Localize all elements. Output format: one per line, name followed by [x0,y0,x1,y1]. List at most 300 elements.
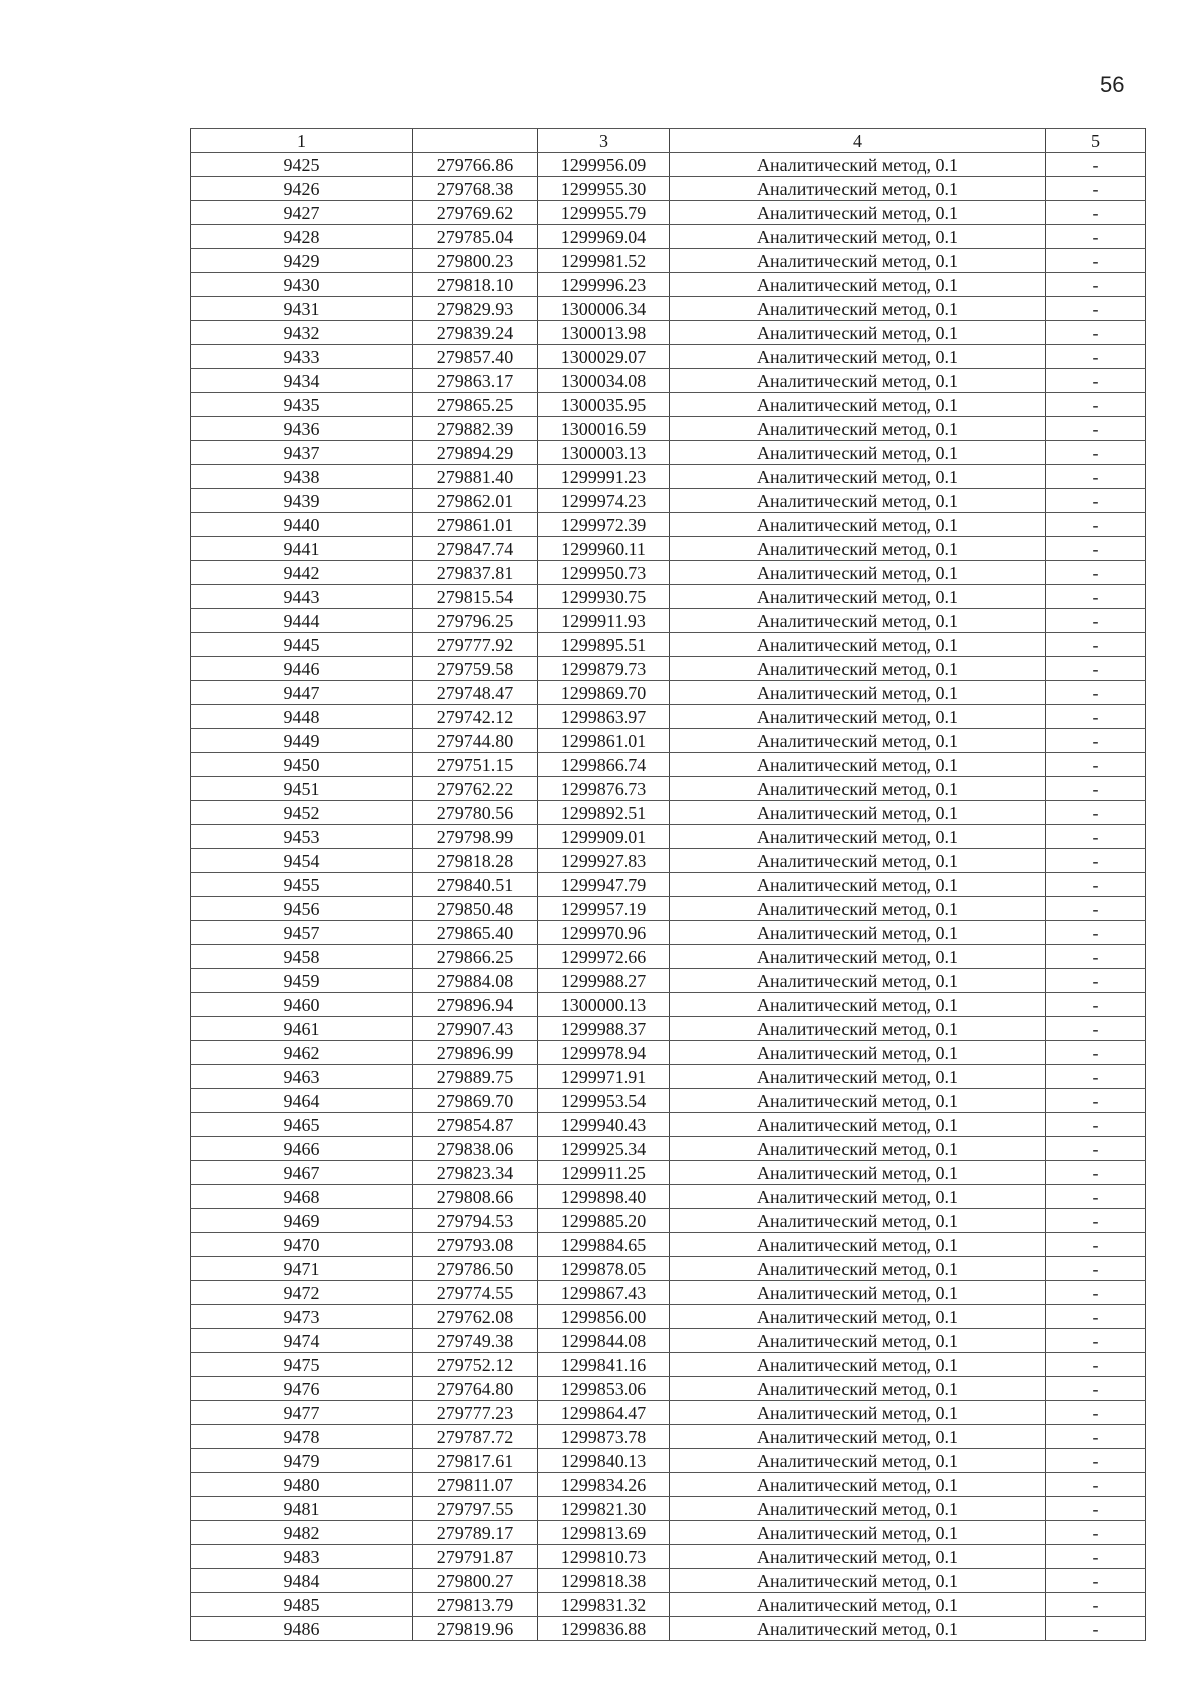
method-cell: Аналитический метод, 0.1 [670,1113,1046,1137]
y-coordinate-cell: 1299971.91 [538,1065,670,1089]
y-coordinate-cell: 1299841.16 [538,1353,670,1377]
y-coordinate-cell: 1299955.30 [538,177,670,201]
method-cell: Аналитический метод, 0.1 [670,1065,1046,1089]
note-cell: - [1046,1473,1146,1497]
table-row [191,753,1146,777]
point-number-cell: 9433 [191,345,413,369]
point-number-cell: 9462 [191,1041,413,1065]
note-cell: - [1046,1017,1146,1041]
x-coordinate-cell: 279907.43 [413,1017,538,1041]
x-coordinate-cell: 279896.94 [413,993,538,1017]
x-coordinate-cell: 279759.58 [413,657,538,681]
point-number-cell: 9443 [191,585,413,609]
x-coordinate-cell: 279800.27 [413,1569,538,1593]
table-row [191,441,1146,465]
note-cell: - [1046,1329,1146,1353]
x-coordinate-cell: 279769.62 [413,201,538,225]
table-row [191,1473,1146,1497]
table-row [191,369,1146,393]
method-cell: Аналитический метод, 0.1 [670,153,1046,177]
note-cell: - [1046,993,1146,1017]
method-cell: Аналитический метод, 0.1 [670,1353,1046,1377]
method-cell: Аналитический метод, 0.1 [670,657,1046,681]
note-cell: - [1046,1161,1146,1185]
table-row [191,561,1146,585]
note-cell: - [1046,1233,1146,1257]
point-number-cell: 9437 [191,441,413,465]
table-row [191,1137,1146,1161]
note-cell: - [1046,321,1146,345]
x-coordinate-cell: 279764.80 [413,1377,538,1401]
y-coordinate-cell: 1299864.47 [538,1401,670,1425]
y-coordinate-cell: 1299876.73 [538,777,670,801]
table-row [191,657,1146,681]
method-cell: Аналитический метод, 0.1 [670,1401,1046,1425]
method-cell: Аналитический метод, 0.1 [670,225,1046,249]
point-number-cell: 9466 [191,1137,413,1161]
table-row [191,1593,1146,1617]
table-row [191,1329,1146,1353]
y-coordinate-cell: 1299940.43 [538,1113,670,1137]
y-coordinate-cell: 1299861.01 [538,729,670,753]
table-row [191,585,1146,609]
y-coordinate-cell: 1299978.94 [538,1041,670,1065]
x-coordinate-cell: 279865.40 [413,921,538,945]
x-coordinate-cell: 279796.25 [413,609,538,633]
point-number-cell: 9453 [191,825,413,849]
x-coordinate-cell: 279748.47 [413,681,538,705]
note-cell: - [1046,1497,1146,1521]
table-row [191,177,1146,201]
x-coordinate-cell: 279819.96 [413,1617,538,1641]
note-cell: - [1046,465,1146,489]
table-row [191,1257,1146,1281]
note-cell: - [1046,249,1146,273]
x-coordinate-cell: 279854.87 [413,1113,538,1137]
x-coordinate-cell: 279838.06 [413,1137,538,1161]
x-coordinate-cell: 279866.25 [413,945,538,969]
table-row [191,297,1146,321]
x-coordinate-cell: 279791.87 [413,1545,538,1569]
table-row [191,1425,1146,1449]
method-cell: Аналитический метод, 0.1 [670,1137,1046,1161]
y-coordinate-cell: 1299885.20 [538,1209,670,1233]
x-coordinate-cell: 279869.70 [413,1089,538,1113]
method-cell: Аналитический метод, 0.1 [670,945,1046,969]
method-cell: Аналитический метод, 0.1 [670,465,1046,489]
y-coordinate-cell: 1300029.07 [538,345,670,369]
x-coordinate-cell: 279823.34 [413,1161,538,1185]
note-cell: - [1046,273,1146,297]
table-row [191,1401,1146,1425]
x-coordinate-cell: 279744.80 [413,729,538,753]
point-number-cell: 9474 [191,1329,413,1353]
x-coordinate-cell: 279894.29 [413,441,538,465]
point-number-cell: 9450 [191,753,413,777]
note-cell: - [1046,1185,1146,1209]
method-cell: Аналитический метод, 0.1 [670,201,1046,225]
point-number-cell: 9470 [191,1233,413,1257]
x-coordinate-cell: 279840.51 [413,873,538,897]
table-row [191,1089,1146,1113]
y-coordinate-cell: 1299853.06 [538,1377,670,1401]
y-coordinate-cell: 1299821.30 [538,1497,670,1521]
method-cell: Аналитический метод, 0.1 [670,441,1046,465]
point-number-cell: 9458 [191,945,413,969]
method-cell: Аналитический метод, 0.1 [670,1593,1046,1617]
point-number-cell: 9483 [191,1545,413,1569]
note-cell: - [1046,633,1146,657]
table-row [191,897,1146,921]
method-cell: Аналитический метод, 0.1 [670,1233,1046,1257]
point-number-cell: 9435 [191,393,413,417]
point-number-cell: 9457 [191,921,413,945]
point-number-cell: 9446 [191,657,413,681]
point-number-cell: 9477 [191,1401,413,1425]
note-cell: - [1046,969,1146,993]
note-cell: - [1046,1401,1146,1425]
y-coordinate-cell: 1299969.04 [538,225,670,249]
x-coordinate-cell: 279742.12 [413,705,538,729]
point-number-cell: 9471 [191,1257,413,1281]
y-coordinate-cell: 1300013.98 [538,321,670,345]
method-cell: Аналитический метод, 0.1 [670,1425,1046,1449]
x-coordinate-cell: 279815.54 [413,585,538,609]
table-row [191,537,1146,561]
method-cell: Аналитический метод, 0.1 [670,321,1046,345]
point-number-cell: 9482 [191,1521,413,1545]
table-row [191,489,1146,513]
x-coordinate-cell: 279751.15 [413,753,538,777]
x-coordinate-cell: 279768.38 [413,177,538,201]
note-cell: - [1046,705,1146,729]
point-number-cell: 9439 [191,489,413,513]
method-cell: Аналитический метод, 0.1 [670,1281,1046,1305]
note-cell: - [1046,369,1146,393]
method-cell: Аналитический метод, 0.1 [670,801,1046,825]
note-cell: - [1046,1209,1146,1233]
table-row [191,153,1146,177]
table-row [191,873,1146,897]
y-coordinate-cell: 1299818.38 [538,1569,670,1593]
point-number-cell: 9428 [191,225,413,249]
x-coordinate-cell: 279766.86 [413,153,538,177]
y-coordinate-cell: 1299956.09 [538,153,670,177]
y-coordinate-cell: 1299836.88 [538,1617,670,1641]
method-cell: Аналитический метод, 0.1 [670,1017,1046,1041]
y-coordinate-cell: 1299892.51 [538,801,670,825]
note-cell: - [1046,729,1146,753]
note-cell: - [1046,1569,1146,1593]
x-coordinate-cell: 279789.17 [413,1521,538,1545]
y-coordinate-cell: 1300016.59 [538,417,670,441]
note-cell: - [1046,825,1146,849]
point-number-cell: 9452 [191,801,413,825]
header-col-5: 5 [1046,129,1146,153]
method-cell: Аналитический метод, 0.1 [670,1377,1046,1401]
table-row [191,201,1146,225]
table-row [191,777,1146,801]
y-coordinate-cell: 1299909.01 [538,825,670,849]
method-cell: Аналитический метод, 0.1 [670,1449,1046,1473]
note-cell: - [1046,1257,1146,1281]
x-coordinate-cell: 279752.12 [413,1353,538,1377]
x-coordinate-cell: 279780.56 [413,801,538,825]
table-row [191,1569,1146,1593]
point-number-cell: 9475 [191,1353,413,1377]
point-number-cell: 9429 [191,249,413,273]
x-coordinate-cell: 279811.07 [413,1473,538,1497]
y-coordinate-cell: 1299844.08 [538,1329,670,1353]
point-number-cell: 9427 [191,201,413,225]
y-coordinate-cell: 1300006.34 [538,297,670,321]
method-cell: Аналитический метод, 0.1 [670,729,1046,753]
table-row [191,1305,1146,1329]
y-coordinate-cell: 1299996.23 [538,273,670,297]
method-cell: Аналитический метод, 0.1 [670,1161,1046,1185]
point-number-cell: 9454 [191,849,413,873]
x-coordinate-cell: 279794.53 [413,1209,538,1233]
y-coordinate-cell: 1300035.95 [538,393,670,417]
table-row [191,1065,1146,1089]
table-row [191,1113,1146,1137]
point-number-cell: 9486 [191,1617,413,1641]
y-coordinate-cell: 1299911.93 [538,609,670,633]
x-coordinate-cell: 279774.55 [413,1281,538,1305]
method-cell: Аналитический метод, 0.1 [670,1329,1046,1353]
point-number-cell: 9479 [191,1449,413,1473]
table-row [191,1617,1146,1641]
method-cell: Аналитический метод, 0.1 [670,273,1046,297]
method-cell: Аналитический метод, 0.1 [670,393,1046,417]
table-row [191,945,1146,969]
note-cell: - [1046,945,1146,969]
x-coordinate-cell: 279797.55 [413,1497,538,1521]
note-cell: - [1046,1113,1146,1137]
method-cell: Аналитический метод, 0.1 [670,1089,1046,1113]
y-coordinate-cell: 1299856.00 [538,1305,670,1329]
point-number-cell: 9445 [191,633,413,657]
table-row [191,609,1146,633]
x-coordinate-cell: 279818.10 [413,273,538,297]
method-cell: Аналитический метод, 0.1 [670,537,1046,561]
table-row [191,321,1146,345]
x-coordinate-cell: 279800.23 [413,249,538,273]
note-cell: - [1046,1065,1146,1089]
method-cell: Аналитический метод, 0.1 [670,825,1046,849]
table-row [191,1161,1146,1185]
y-coordinate-cell: 1299869.70 [538,681,670,705]
table-row [191,729,1146,753]
y-coordinate-cell: 1299831.32 [538,1593,670,1617]
x-coordinate-cell: 279817.61 [413,1449,538,1473]
method-cell: Аналитический метод, 0.1 [670,1545,1046,1569]
method-cell: Аналитический метод, 0.1 [670,561,1046,585]
table-row [191,1521,1146,1545]
point-number-cell: 9455 [191,873,413,897]
table-row [191,825,1146,849]
table-row [191,993,1146,1017]
table-row [191,1041,1146,1065]
x-coordinate-cell: 279785.04 [413,225,538,249]
point-number-cell: 9473 [191,1305,413,1329]
table-row [191,393,1146,417]
y-coordinate-cell: 1299898.40 [538,1185,670,1209]
y-coordinate-cell: 1299840.13 [538,1449,670,1473]
table-row [191,633,1146,657]
method-cell: Аналитический метод, 0.1 [670,897,1046,921]
x-coordinate-cell: 279847.74 [413,537,538,561]
table-row [191,1233,1146,1257]
point-number-cell: 9485 [191,1593,413,1617]
point-number-cell: 9451 [191,777,413,801]
note-cell: - [1046,1089,1146,1113]
note-cell: - [1046,393,1146,417]
x-coordinate-cell: 279896.99 [413,1041,538,1065]
table-row [191,1449,1146,1473]
point-number-cell: 9441 [191,537,413,561]
method-cell: Аналитический метод, 0.1 [670,297,1046,321]
note-cell: - [1046,657,1146,681]
method-cell: Аналитический метод, 0.1 [670,345,1046,369]
table-row [191,513,1146,537]
point-number-cell: 9460 [191,993,413,1017]
x-coordinate-cell: 279808.66 [413,1185,538,1209]
y-coordinate-cell: 1299955.79 [538,201,670,225]
point-number-cell: 9434 [191,369,413,393]
point-number-cell: 9461 [191,1017,413,1041]
point-number-cell: 9476 [191,1377,413,1401]
x-coordinate-cell: 279762.08 [413,1305,538,1329]
table-row [191,225,1146,249]
point-number-cell: 9480 [191,1473,413,1497]
point-number-cell: 9472 [191,1281,413,1305]
y-coordinate-cell: 1299957.19 [538,897,670,921]
method-cell: Аналитический метод, 0.1 [670,177,1046,201]
point-number-cell: 9467 [191,1161,413,1185]
method-cell: Аналитический метод, 0.1 [670,369,1046,393]
note-cell: - [1046,849,1146,873]
table-row [191,1185,1146,1209]
note-cell: - [1046,681,1146,705]
note-cell: - [1046,561,1146,585]
method-cell: Аналитический метод, 0.1 [670,681,1046,705]
note-cell: - [1046,1593,1146,1617]
point-number-cell: 9425 [191,153,413,177]
x-coordinate-cell: 279882.39 [413,417,538,441]
method-cell: Аналитический метод, 0.1 [670,489,1046,513]
x-coordinate-cell: 279884.08 [413,969,538,993]
y-coordinate-cell: 1299972.66 [538,945,670,969]
x-coordinate-cell: 279862.01 [413,489,538,513]
x-coordinate-cell: 279839.24 [413,321,538,345]
x-coordinate-cell: 279865.25 [413,393,538,417]
note-cell: - [1046,441,1146,465]
x-coordinate-cell: 279863.17 [413,369,538,393]
y-coordinate-cell: 1300034.08 [538,369,670,393]
x-coordinate-cell: 279762.22 [413,777,538,801]
method-cell: Аналитический метод, 0.1 [670,1617,1046,1641]
y-coordinate-cell: 1299953.54 [538,1089,670,1113]
table-row [191,921,1146,945]
y-coordinate-cell: 1299970.96 [538,921,670,945]
method-cell: Аналитический метод, 0.1 [670,249,1046,273]
y-coordinate-cell: 1299813.69 [538,1521,670,1545]
x-coordinate-cell: 279861.01 [413,513,538,537]
note-cell: - [1046,1281,1146,1305]
point-number-cell: 9448 [191,705,413,729]
note-cell: - [1046,513,1146,537]
x-coordinate-cell: 279813.79 [413,1593,538,1617]
note-cell: - [1046,1545,1146,1569]
point-number-cell: 9478 [191,1425,413,1449]
table-row [191,249,1146,273]
y-coordinate-cell: 1299947.79 [538,873,670,897]
table-row [191,417,1146,441]
method-cell: Аналитический метод, 0.1 [670,1473,1046,1497]
note-cell: - [1046,537,1146,561]
note-cell: - [1046,1617,1146,1641]
point-number-cell: 9426 [191,177,413,201]
point-number-cell: 9469 [191,1209,413,1233]
point-number-cell: 9449 [191,729,413,753]
y-coordinate-cell: 1299884.65 [538,1233,670,1257]
note-cell: - [1046,225,1146,249]
note-cell: - [1046,1449,1146,1473]
table-row [191,465,1146,489]
x-coordinate-cell: 279777.92 [413,633,538,657]
point-number-cell: 9456 [191,897,413,921]
y-coordinate-cell: 1299863.97 [538,705,670,729]
note-cell: - [1046,1521,1146,1545]
note-cell: - [1046,489,1146,513]
table-row [191,705,1146,729]
point-number-cell: 9468 [191,1185,413,1209]
note-cell: - [1046,609,1146,633]
x-coordinate-cell: 279889.75 [413,1065,538,1089]
method-cell: Аналитический метод, 0.1 [670,1041,1046,1065]
x-coordinate-cell: 279818.28 [413,849,538,873]
method-cell: Аналитический метод, 0.1 [670,753,1046,777]
x-coordinate-cell: 279793.08 [413,1233,538,1257]
y-coordinate-cell: 1300000.13 [538,993,670,1017]
note-cell: - [1046,777,1146,801]
table-row [191,1353,1146,1377]
page-number: 56 [1100,72,1125,97]
table-row [191,849,1146,873]
y-coordinate-cell: 1299927.83 [538,849,670,873]
table-row [191,345,1146,369]
note-cell: - [1046,345,1146,369]
x-coordinate-cell: 279787.72 [413,1425,538,1449]
y-coordinate-cell: 1299834.26 [538,1473,670,1497]
y-coordinate-cell: 1299930.75 [538,585,670,609]
point-number-cell: 9444 [191,609,413,633]
note-cell: - [1046,753,1146,777]
y-coordinate-cell: 1299867.43 [538,1281,670,1305]
note-cell: - [1046,921,1146,945]
table-row [191,1545,1146,1569]
point-number-cell: 9447 [191,681,413,705]
y-coordinate-cell: 1299974.23 [538,489,670,513]
note-cell: - [1046,1305,1146,1329]
x-coordinate-cell: 279829.93 [413,297,538,321]
note-cell: - [1046,585,1146,609]
method-cell: Аналитический метод, 0.1 [670,1257,1046,1281]
point-number-cell: 9484 [191,1569,413,1593]
table-row [191,273,1146,297]
table-header [191,129,1146,153]
